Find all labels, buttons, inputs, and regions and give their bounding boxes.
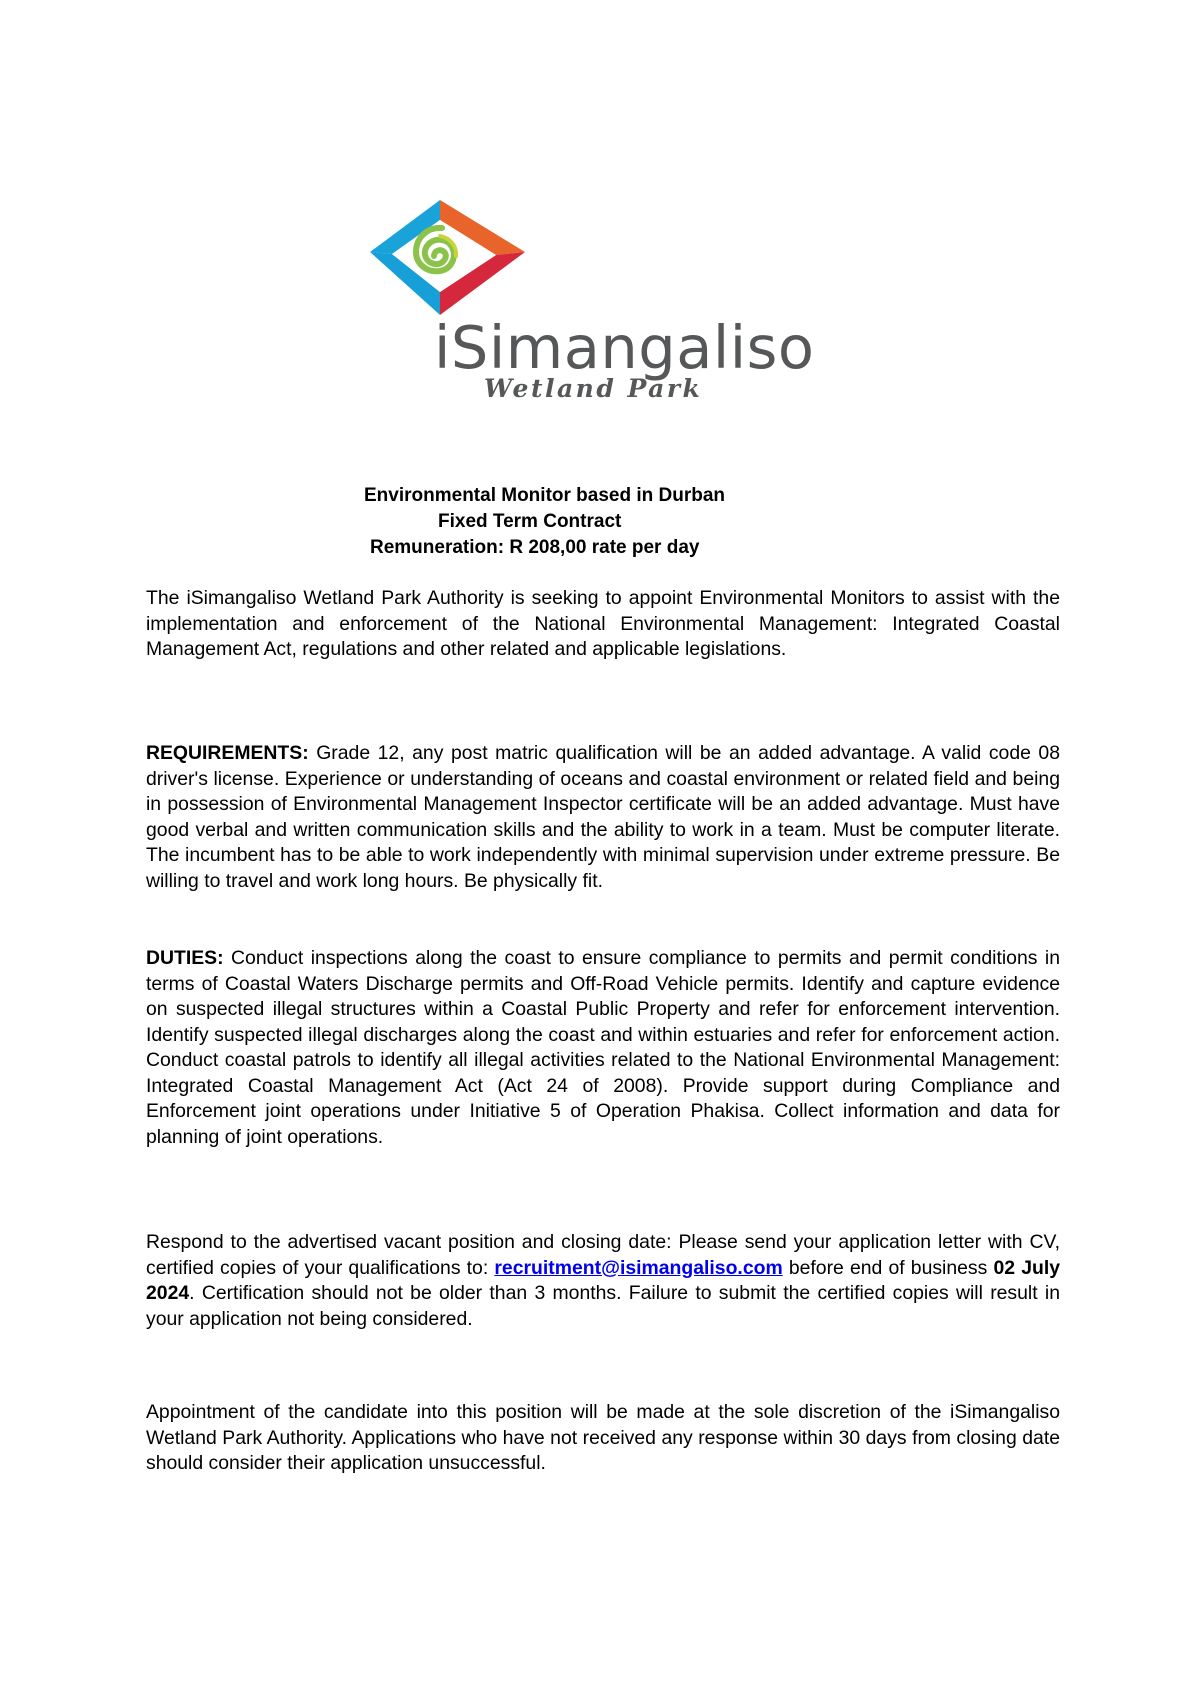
respond-text-after: . Certification should not be older than 3 months. Failure to submit the certified copies will result in your application not being considered.	[146, 1282, 1060, 1330]
requirements-paragraph	[146, 741, 1060, 894]
job-title: Environmental Monitor based in Durban	[364, 485, 726, 506]
respond-text-mid: before end of business	[782, 1256, 994, 1279]
duties-text: Conduct inspections along the coast to ensure compliance to permits and permit conditions in terms of Coastal Waters Discharge permits and Off-Road Vehicle permits. Identify and capture evidence on suspected illegal structures within a Coastal Public Property and refer for enforcement intervention. Identify suspected illegal discharges along the coast and within estuaries and refer for enforcement action. Conduct coastal patrols to identify all illegal activities related to the National Environmental Management: Integrated Coastal Management Act (Act 24 of 2008). Provide support during Compliance and Enforcement joint operations under Initiative 5 of Operation Phakisa. Collect information and data for planning of joint operations.	[146, 947, 1060, 1148]
duties-paragraph	[146, 946, 1060, 1150]
spiral-diamond-logo-icon	[370, 200, 525, 315]
respond-paragraph	[146, 1230, 1060, 1332]
requirements-label: REQUIREMENTS:	[146, 742, 309, 764]
closing-date: 02 July 2024	[146, 1256, 1060, 1304]
remuneration: Remuneration: R 208,00 rate per day	[370, 537, 700, 558]
logo-wordmark: iSimangaliso	[434, 313, 815, 382]
intro-paragraph: The iSimangaliso Wetland Park Authority is seeking to appoint Environmental Monitors to assist with the implementation and enforcement of the National Environmental Management: Integrated Coastal Management Act, regulations and other related and applicable legislations.	[146, 587, 1060, 660]
appointment-paragraph: Appointment of the candidate into this position will be made at the sole discretion of the iSimangaliso Wetland Park Authority. Applications who have not received any response within 30 days from closing date should consider their application unsuccessful.	[146, 1401, 1060, 1474]
duties-label: DUTIES:	[146, 947, 224, 969]
recruitment-email-link[interactable]: recruitment@isimangaliso.com	[494, 1256, 783, 1279]
contract-type: Fixed Term Contract	[438, 511, 622, 532]
logo-subtitle: Wetland Park	[484, 374, 703, 403]
requirements-text: Grade 12, any post matric qualification will be an added advantage. A valid code 08 driver's license. Experience or understanding of oceans and coastal environment or related field and being in possession of Environmental Management Inspector certificate will be an added advantage. Must have good verbal and written communication skills and the ability to work in a team. Must be computer literate. The incumbent has to be able to work independently with minimal supervision under extreme pressure. Be willing to travel and work long hours. Be physically fit.	[146, 742, 1060, 892]
respond-text-before: Respond to the advertised vacant position and closing date: Please send your application letter with CV, certified copies of your qualifications to:	[146, 1231, 1060, 1279]
